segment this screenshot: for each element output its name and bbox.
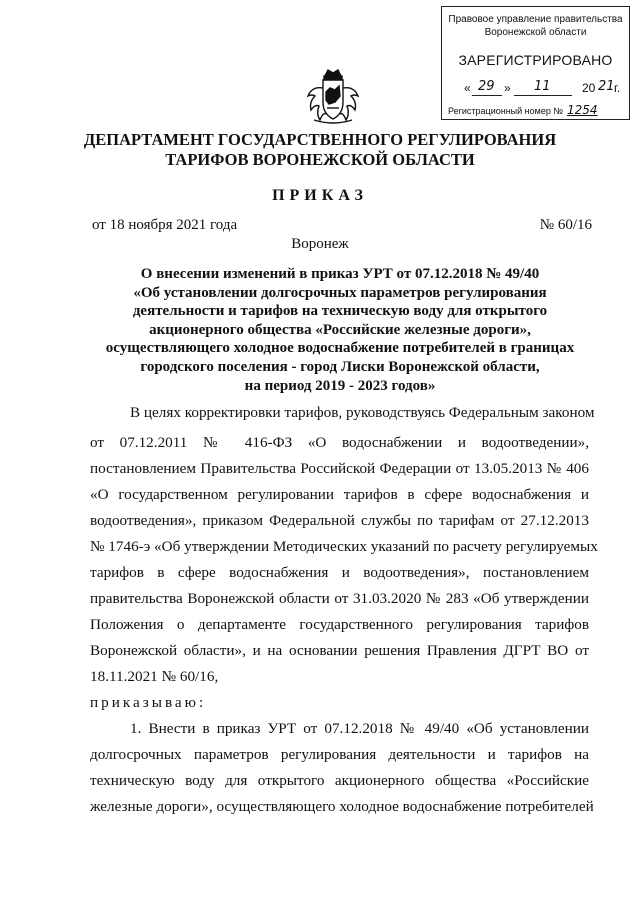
stamp-date-day: 29 <box>478 79 495 94</box>
order-date: от 18 ноября 2021 года <box>92 217 238 233</box>
stamp-authority-line: Правовое управление правительства <box>448 14 623 25</box>
body-text-line: тарифов в сфере водоснабжения и водоотведения», постановлением <box>90 564 589 581</box>
order-subject <box>100 265 580 395</box>
body-text-line: постановлением Правительства Российской Федерации от 13.05.2013 № 406 <box>90 460 589 477</box>
stamp-reg-number: 1254 <box>567 103 598 117</box>
order-directive: приказываю: <box>90 694 207 711</box>
body-text-line: от 07.12.2011 № 416-ФЗ «О водоснабжении и водоотведении», <box>90 434 589 451</box>
body-text-line: 1. Внести в приказ УРТ от 07.12.2018 № 49/40 «Об установлении <box>130 720 589 737</box>
stamp-date-year-prefix: 20 <box>582 81 596 95</box>
body-text-line: «О государственном регулировании тарифов в сфере водоснабжения и <box>90 486 589 503</box>
stamp-region-line: Воронежской области <box>484 27 587 38</box>
subject-line: «Об установлении долгосрочных параметров регулирования <box>133 284 547 301</box>
coat-of-arms-emblem <box>302 66 364 128</box>
city-name: Воронеж <box>291 236 349 252</box>
stamp-date-year: 21 <box>598 79 615 94</box>
document-type-title: ПРИКАЗ <box>272 187 368 204</box>
subject-line: О внесении изменений в приказ УРТ от 07.12.2018 № 49/40 <box>140 266 540 282</box>
body-text-line: Воронежской области», и на основании решения Правления ДГРТ ВО от <box>90 642 589 659</box>
body-text-line: железные дороги», осуществляющего холодное водоснабжение потребителей <box>90 798 594 815</box>
body-text-line: № 1746-э «Об утверждении Методических указаний по расчету регулируемых <box>90 538 598 555</box>
stamp-registered-label: ЗАРЕГИСТРИРОВАНО <box>458 52 613 68</box>
body-text-line: В целях корректировки тарифов, руководствуясь Федеральным законом <box>130 404 595 421</box>
body-text-line: долгосрочных параметров регулирования деятельности и тарифов на <box>90 746 589 763</box>
subject-line: на период 2019 - 2023 годов» <box>244 377 436 394</box>
department-title-line-2: ТАРИФОВ ВОРОНЕЖСКОЙ ОБЛАСТИ <box>165 150 475 169</box>
order-number: № 60/16 <box>539 217 592 233</box>
subject-line: деятельности и тарифов на техническую воду для открытого <box>132 303 548 320</box>
subject-line: городского поселения - город Лиски Воронежской области, <box>140 358 540 375</box>
stamp-date-year-tail: г. <box>614 81 621 95</box>
stamp-date-month: 11 <box>534 79 551 94</box>
stamp-reg-number-label: Регистрационный номер № <box>448 106 564 116</box>
stamp-reg-number-line <box>448 103 598 117</box>
body-text-line: правительства Воронежской области от 31.03.2020 № 283 «Об утверждении <box>90 590 589 607</box>
stamp-date: « 29 » 11 20 21 г. <box>464 79 621 95</box>
department-title-line-1: ДЕПАРТАМЕНТ ГОСУДАРСТВЕННОГО РЕГУЛИРОВАНИЯ <box>83 130 557 149</box>
subject-line: осуществляющего холодное водоснабжение потребителей в границах <box>105 340 575 357</box>
body-text-line: Положения о департаменте государственного регулирования тарифов <box>90 616 589 633</box>
registration-stamp <box>441 6 630 120</box>
body-text-line: техническую воду для открытого акционерного общества «Российские <box>90 772 589 789</box>
subject-line: акционерного общества «Российские железные дороги», <box>149 321 531 338</box>
body-text-line: 18.11.2021 № 60/16, <box>90 668 219 685</box>
body-text-line: водоотведения», приказом Федеральной службы по тарифам от 27.12.2013 <box>90 512 589 529</box>
